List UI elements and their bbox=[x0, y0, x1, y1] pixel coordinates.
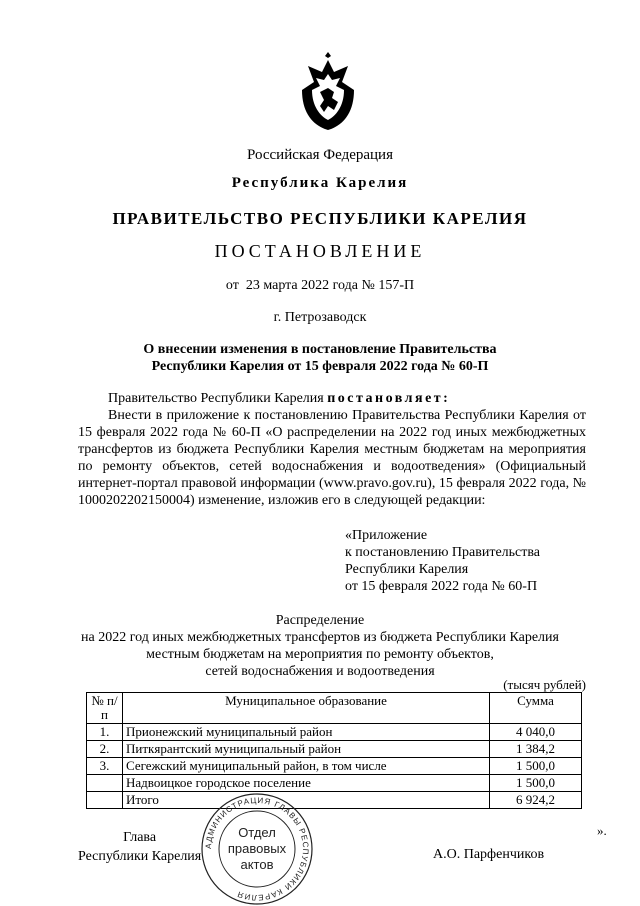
header-sum: Сумма bbox=[490, 693, 582, 724]
distribution-heading bbox=[0, 612, 640, 680]
row-num: 2. bbox=[87, 741, 123, 758]
intro-paragraph bbox=[78, 390, 586, 407]
row-num: 3. bbox=[87, 758, 123, 775]
table-row-total bbox=[87, 792, 582, 809]
appendix-line: Республики Карелия bbox=[345, 562, 469, 577]
row-name: Сегежский муниципальный район, в том числе bbox=[123, 758, 490, 775]
decree-type: ПОСТАНОВЛЕНИЕ bbox=[214, 241, 426, 261]
table-row bbox=[87, 758, 582, 775]
table-row bbox=[87, 741, 582, 758]
header-name: Муниципальное образование bbox=[123, 693, 490, 724]
row-name: Надвоицкое городское поселение bbox=[123, 775, 490, 792]
appendix-line: от 15 февраля 2022 года № 60-П bbox=[345, 579, 538, 594]
coat-of-arms-emblem bbox=[298, 52, 358, 132]
official-stamp bbox=[200, 792, 314, 906]
table-header-row bbox=[87, 693, 582, 724]
row-name: Итого bbox=[123, 792, 490, 809]
body-paragraph: Внести в приложение к постановлению Правительства Республики Карелия от 15 февраля 2022 года № 60-П «О распределении на 2022 год иных межбюджетных трансфертов из бюджета Республики Карелия местным бюджетам на мероприятия по ремонту объектов, сетей водоснабжения и водоотведения» (Официальный интернет-портал правовой информации (www.pravo.gov.ru), 15 февраля 2022 года, № 1000202202150004) изменение, изложив его в следующей редакции: bbox=[78, 408, 586, 508]
decree-title-line: О внесении изменения в постановление Правительства bbox=[143, 342, 497, 357]
decree-date-number: от 23 марта 2022 года № 157-П bbox=[225, 278, 415, 293]
table-row bbox=[87, 775, 582, 792]
row-sum: 6 924,2 bbox=[490, 792, 582, 809]
republic-name: Республика Карелия bbox=[231, 175, 409, 191]
stamp-ring-text: АДМИНИСТРАЦИЯ ГЛАВЫ РЕСПУБЛИКИ КАРЕЛИЯ bbox=[203, 795, 311, 903]
signatory-position-line: Глава bbox=[123, 830, 157, 845]
row-num: 1. bbox=[87, 724, 123, 741]
closing-quote: ». bbox=[597, 823, 607, 838]
stamp-line: актов bbox=[240, 857, 274, 872]
row-num bbox=[87, 775, 123, 792]
appendix-reference bbox=[345, 527, 540, 595]
row-sum: 4 040,0 bbox=[490, 724, 582, 741]
intro-verb: постановляет: bbox=[327, 391, 451, 406]
allocation-table bbox=[86, 692, 582, 809]
government-name: ПРАВИТЕЛЬСТВО РЕСПУБЛИКИ КАРЕЛИЯ bbox=[112, 209, 528, 228]
appendix-line: «Приложение bbox=[345, 528, 428, 543]
stamp-line: правовых bbox=[227, 841, 287, 856]
distribution-line: местным бюджетам на мероприятия по ремонту объектов, bbox=[146, 647, 494, 662]
signatory-name: А.О. Парфенчиков bbox=[433, 847, 545, 862]
row-name: Прионежский муниципальный район bbox=[123, 724, 490, 741]
appendix-line: к постановлению Правительства bbox=[345, 545, 541, 560]
signatory-position bbox=[78, 828, 201, 866]
intro-text: Правительство Республики Карелия bbox=[108, 391, 328, 406]
row-num bbox=[87, 792, 123, 809]
distribution-line: сетей водоснабжения и водоотведения bbox=[205, 664, 435, 679]
country-name: Российская Федерация bbox=[247, 147, 393, 163]
stamp-line: Отдел bbox=[238, 825, 276, 840]
header-num: № п/п bbox=[87, 693, 123, 724]
row-sum: 1 384,2 bbox=[490, 741, 582, 758]
decree-title-line: Республики Карелия от 15 февраля 2022 года № 60-П bbox=[151, 359, 489, 374]
decree-title bbox=[0, 341, 640, 375]
distribution-title: Распределение bbox=[275, 613, 365, 628]
row-sum: 1 500,0 bbox=[490, 758, 582, 775]
table-row bbox=[87, 724, 582, 741]
row-sum: 1 500,0 bbox=[490, 775, 582, 792]
distribution-line: на 2022 год иных межбюджетных трансфертов из бюджета Республики Карелия bbox=[81, 630, 559, 645]
unit-label: (тысяч рублей) bbox=[503, 677, 586, 692]
signatory-position-line: Республики Карелия bbox=[78, 849, 202, 864]
row-name: Питкярантский муниципальный район bbox=[123, 741, 490, 758]
city-name: г. Петрозаводск bbox=[273, 310, 367, 325]
